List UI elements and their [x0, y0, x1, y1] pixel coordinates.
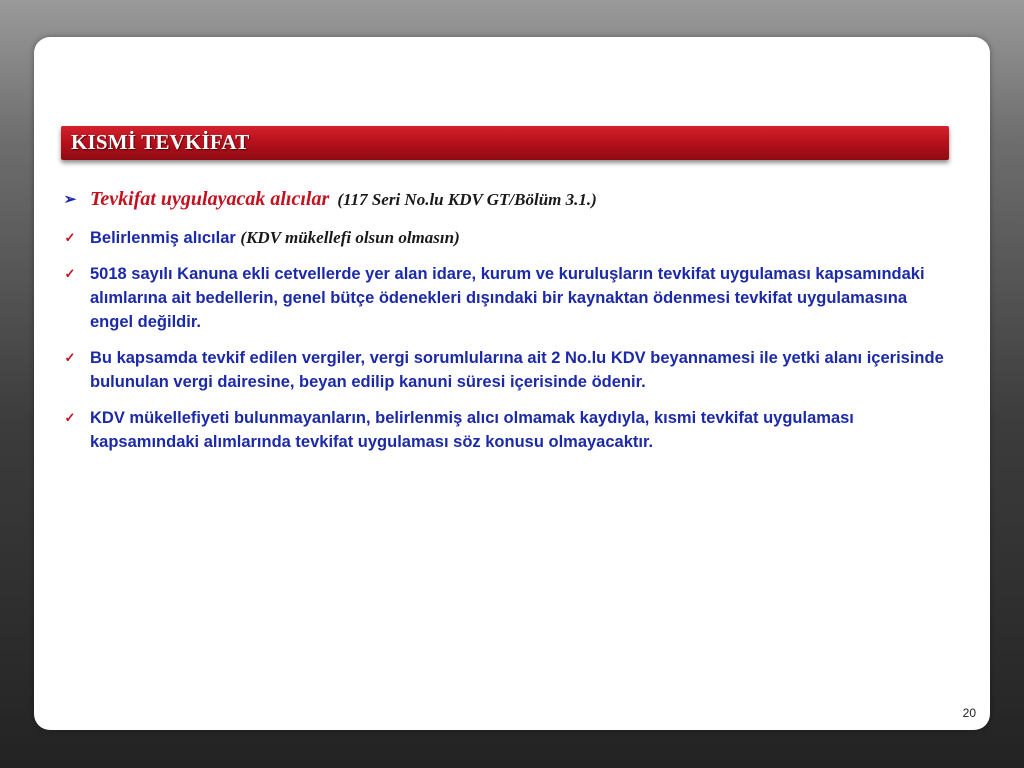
list-item: [60, 262, 950, 334]
list-item: [60, 187, 950, 212]
checkmark-icon: ✓: [64, 350, 76, 365]
item-text: KDV mükellefiyeti bulunmayanların, belirlenmiş alıcı olmamak kaydıyla, kısmi tevkifat uygulaması kapsamındaki alımlarında tevkifat uygulaması söz konusu olmayacaktır.: [90, 409, 854, 451]
checkmark-icon: ✓: [64, 230, 76, 245]
checkmark-icon: ✓: [64, 266, 76, 281]
item-text: 5018 sayılı Kanuna ekli cetvellerde yer alan idare, kurum ve kuruluşların tevkifat uygulaması kapsamındaki alımlarına ait bedellerin, genel bütçe ödenekleri dışındaki bir kaynaktan ödenmesi tevkifat uygulamasına engel değildir.: [90, 265, 925, 331]
slide-content: [60, 187, 950, 466]
checkmark-icon: ✓: [64, 410, 76, 425]
title-bar: [61, 126, 949, 160]
item-heading: Tevkifat uygulayacak alıcılar: [90, 188, 330, 210]
item-note: (KDV mükellefi olsun olmasın): [240, 228, 460, 247]
slide-title: KISMİ TEVKİFAT: [71, 130, 250, 154]
item-text: Belirlenmiş alıcılar: [90, 229, 236, 247]
list-item: [60, 406, 950, 454]
item-text: Bu kapsamda tevkif edilen vergiler, vergi sorumlularına ait 2 No.lu KDV beyannamesi ile yetki alanı içerisinde bulunulan vergi dairesine, beyan edilip kanuni süresi içerisinde ödenir.: [90, 349, 944, 391]
item-reference: (117 Seri No.lu KDV GT/Bölüm 3.1.): [337, 190, 597, 209]
arrow-bullet-icon: ➢: [63, 192, 77, 208]
page-number: 20: [962, 706, 976, 720]
list-item: [60, 226, 950, 250]
slide: [34, 37, 990, 730]
list-item: [60, 346, 950, 394]
